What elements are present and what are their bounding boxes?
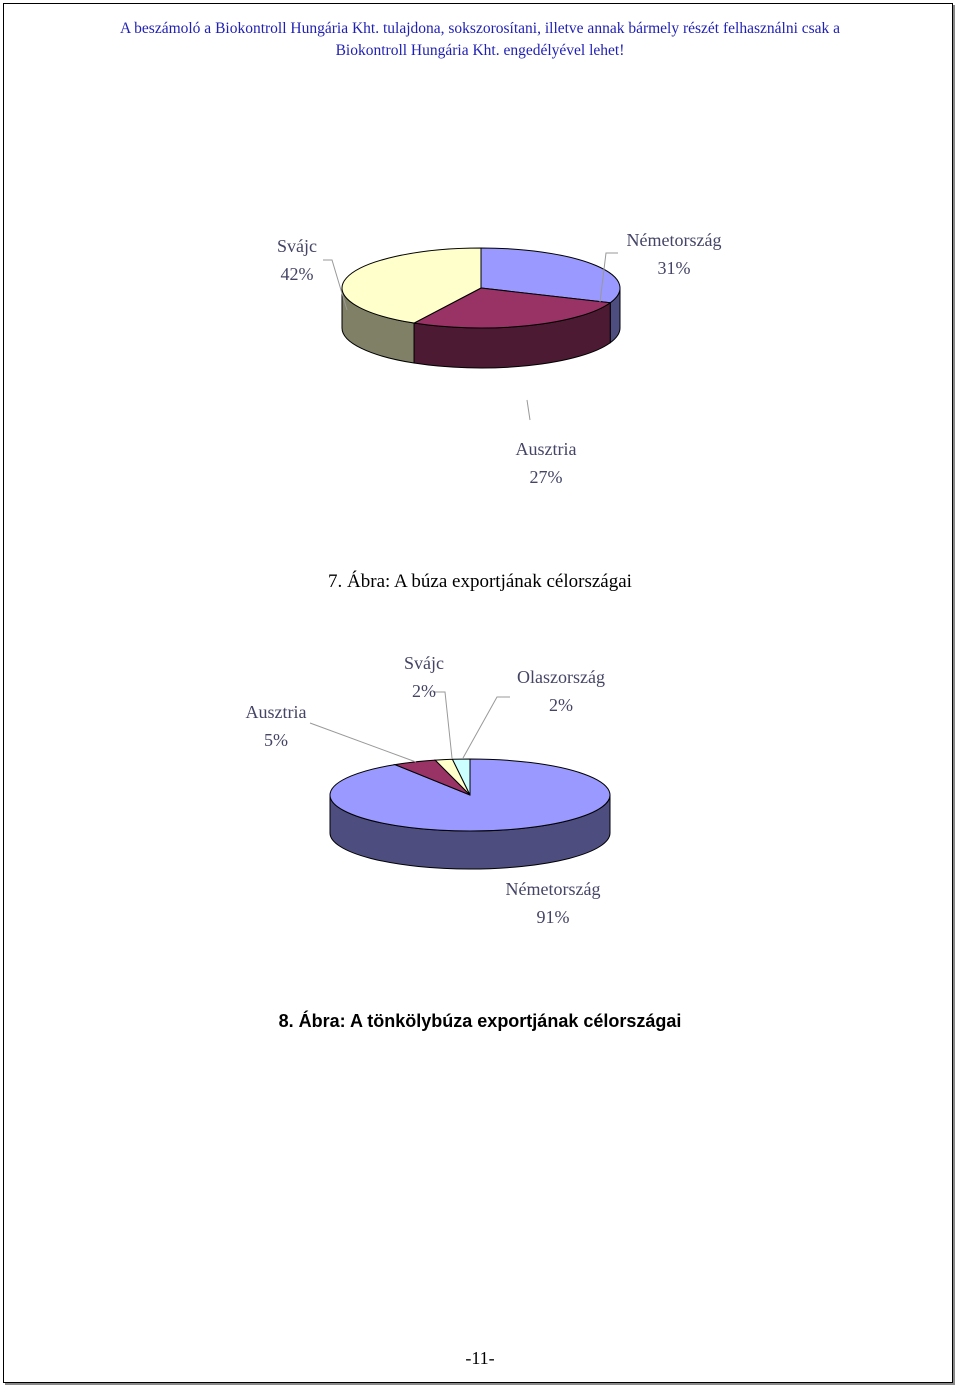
- leader-line-ausztria: [527, 400, 530, 420]
- wheat-export-pie-chart: [0, 210, 960, 510]
- slice-value-olaszország: 2%: [549, 695, 573, 715]
- slice-value-svájc: 2%: [412, 681, 436, 701]
- figure-8-caption: 8. Ábra: A tönkölybúza exportjának célországai: [278, 1011, 682, 1031]
- pie-tops: [330, 759, 610, 831]
- spelt-export-pie-chart: [0, 640, 960, 940]
- slice-value-németország: 91%: [536, 907, 570, 927]
- slice-label-ausztria: Ausztria: [245, 702, 307, 722]
- slice-value-ausztria: 5%: [264, 730, 288, 750]
- slice-label-olaszország: Olaszország: [517, 667, 605, 687]
- document-header: [0, 18, 960, 62]
- header-line-1: A beszámoló a Biokontroll Hungária Kht. tulajdona, sokszorosítani, illetve annak bármely részét felhasználni csak a: [119, 20, 841, 37]
- slice-label-németország: Németország: [505, 879, 601, 899]
- page-number: -11-: [465, 1348, 495, 1368]
- leader-line-svájc: [433, 692, 452, 758]
- pie-tops: [342, 248, 620, 328]
- slice-label-ausztria: Ausztria: [515, 439, 577, 459]
- slice-value-ausztria: 27%: [529, 467, 563, 487]
- slice-value-svájc: 42%: [280, 264, 314, 284]
- slice-label-svájc: Svájc: [277, 236, 317, 256]
- leader-line-olaszország: [463, 697, 510, 758]
- figure-7-caption: 7. Ábra: A búza exportjának célországai: [328, 571, 632, 592]
- slice-label-svájc: Svájc: [404, 653, 444, 673]
- leader-line-ausztria: [310, 723, 416, 762]
- slice-label-németország: Németország: [626, 230, 722, 250]
- header-line-2: Biokontroll Hungária Kht. engedélyével lehet!: [335, 42, 625, 59]
- slice-value-németország: 31%: [657, 258, 691, 278]
